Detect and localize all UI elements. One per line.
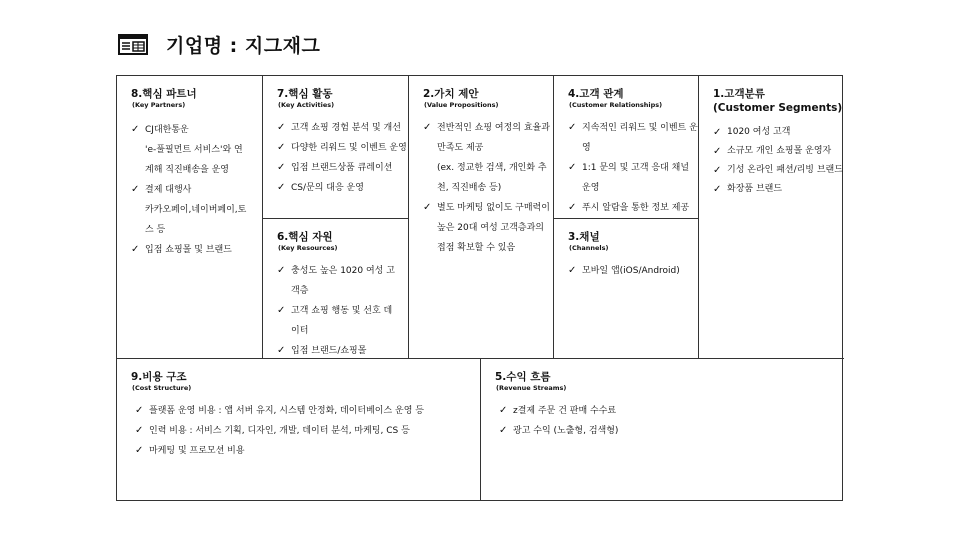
list-item-text: 입점 브랜드/쇼핑몰 <box>291 346 367 356</box>
list-item <box>277 158 408 178</box>
list-item-text: 푸시 알람을 통한 정보 제공 <box>582 203 690 213</box>
list-item-text: 다양한 리워드 및 이벤트 운영 <box>291 143 407 153</box>
list-item-text: 충성도 높은 1020 여성 고 <box>291 266 395 276</box>
list-item-text: 계해 직진배송을 운영 <box>145 165 229 175</box>
check-mark-icon: ✓ <box>131 124 140 135</box>
check-mark-icon: ✓ <box>499 425 508 436</box>
cell-title: 8.핵심 파트너 <box>131 88 197 100</box>
list-item-text: 소규모 개인 쇼핑몰 운영자 <box>727 146 832 156</box>
list-item-text: 별도 마케팅 없이도 구매력이 <box>437 203 550 213</box>
item-list <box>131 120 262 260</box>
cell-subtitle: (Key Activities) <box>278 101 335 109</box>
list-item <box>423 198 553 258</box>
list-item <box>131 240 262 260</box>
list-item-text: 기성 온라인 패션/리빙 브랜드 <box>727 165 843 175</box>
list-item-text: 만족도 제공 <box>437 143 484 153</box>
check-mark-icon: ✓ <box>713 184 722 195</box>
check-mark-icon: ✓ <box>713 127 722 138</box>
list-item-text: 접점 확보할 수 있음 <box>437 243 516 253</box>
check-mark-icon: ✓ <box>713 165 722 176</box>
cell-key-resources <box>262 218 408 358</box>
list-item-text: 카카오페이,네이버페이,토 <box>145 205 247 215</box>
cell-subtitle: (Customer Segments) <box>713 102 843 114</box>
check-mark-icon: ✓ <box>568 162 577 173</box>
cell-value-propositions <box>408 76 553 358</box>
list-item-text: 이터 <box>291 326 309 336</box>
list-item-text: 광고 수익 (노출형, 검색형) <box>513 426 619 436</box>
check-mark-icon: ✓ <box>277 265 286 276</box>
item-list <box>495 401 844 441</box>
cell-revenue-streams <box>480 358 844 501</box>
check-mark-icon: ✓ <box>423 202 432 213</box>
check-mark-icon: ✓ <box>499 405 508 416</box>
cell-channels <box>553 218 698 358</box>
canvas-board-icon <box>118 32 148 56</box>
list-item-text: 고객 쇼핑 행동 및 선호 데 <box>291 306 393 316</box>
list-item-text: CJ대한통운 <box>145 125 189 135</box>
list-item-text: 마케팅 및 프로모션 비용 <box>149 446 245 456</box>
cell-title: 4.고객 관계 <box>568 88 624 100</box>
list-item-text: 영 <box>582 143 591 153</box>
list-item <box>499 401 844 421</box>
cell-customer-relationships <box>553 76 698 218</box>
check-mark-icon: ✓ <box>131 244 140 255</box>
cell-subtitle: (Channels) <box>569 244 609 252</box>
cell-subtitle: (Value Propositions) <box>424 101 499 109</box>
item-list <box>713 123 844 199</box>
item-list <box>568 261 698 281</box>
list-item-text: 입점 브랜드상품 큐레이션 <box>291 163 393 173</box>
list-item-text: 1:1 문의 및 고객 응대 채널 <box>582 163 690 173</box>
list-item-text: 높은 20대 여성 고객층과의 <box>437 223 544 233</box>
item-list <box>568 118 698 218</box>
list-item <box>131 180 262 240</box>
cell-title: 7.핵심 활동 <box>277 88 333 100</box>
list-item <box>135 441 480 461</box>
list-item <box>713 161 844 180</box>
check-mark-icon: ✓ <box>277 162 286 173</box>
check-mark-icon: ✓ <box>713 146 722 157</box>
list-item-text: 객층 <box>291 286 309 296</box>
check-mark-icon: ✓ <box>135 445 144 456</box>
list-item-text: 입점 쇼핑몰 및 브랜드 <box>145 245 232 255</box>
list-item <box>135 401 480 421</box>
list-item-text: 인력 비용 : 서비스 기획, 디자인, 개발, 데이터 분석, 마케팅, CS 등 <box>149 426 410 436</box>
list-item-text: 지속적인 리워드 및 이벤트 운 <box>582 123 698 133</box>
canvas-grid <box>116 75 843 501</box>
list-item <box>277 118 408 138</box>
list-item-text: 운영 <box>582 183 600 193</box>
list-item <box>713 142 844 161</box>
cell-title: 9.비용 구조 <box>131 371 187 383</box>
cell-cost-structure <box>117 358 480 501</box>
list-item <box>277 261 408 301</box>
check-mark-icon: ✓ <box>135 425 144 436</box>
check-mark-icon: ✓ <box>423 122 432 133</box>
list-item-text: 천, 직진배송 등) <box>437 183 502 193</box>
cell-title: 6.핵심 자원 <box>277 231 333 243</box>
check-mark-icon: ✓ <box>135 405 144 416</box>
list-item-text: 화장품 브랜드 <box>727 184 783 194</box>
cell-title: 3.채널 <box>568 231 600 243</box>
cell-title: 5.수익 흐름 <box>495 371 551 383</box>
check-mark-icon: ✓ <box>568 265 577 276</box>
list-item-text: 스 등 <box>145 225 166 235</box>
check-mark-icon: ✓ <box>277 182 286 193</box>
list-item-text: 'e-풀필먼트 서비스'와 연 <box>145 145 243 155</box>
cell-subtitle: (Cost Structure) <box>132 384 192 392</box>
list-item-text: 고객 쇼핑 경험 분석 및 개선 <box>291 123 401 133</box>
list-item <box>568 118 698 158</box>
cell-subtitle: (Customer Relationships) <box>569 101 663 109</box>
list-item <box>423 118 553 198</box>
cell-customer-segments <box>698 76 844 358</box>
check-mark-icon: ✓ <box>277 122 286 133</box>
item-list <box>277 261 408 358</box>
check-mark-icon: ✓ <box>568 122 577 133</box>
list-item <box>568 158 698 198</box>
check-mark-icon: ✓ <box>277 345 286 356</box>
list-item-text: 플랫폼 운영 비용 : 앱 서버 유지, 시스템 안정화, 데이터베이스 운영 등 <box>149 406 424 416</box>
slide-header <box>118 30 320 58</box>
cell-key-activities <box>262 76 408 218</box>
cell-subtitle: (Key Partners) <box>132 101 186 109</box>
list-item <box>499 421 844 441</box>
cell-title: 1.고객분류 <box>713 88 765 100</box>
cell-title: 2.가치 제안 <box>423 88 479 100</box>
check-mark-icon: ✓ <box>131 184 140 195</box>
item-list <box>423 118 553 258</box>
list-item <box>277 178 408 198</box>
check-mark-icon: ✓ <box>277 142 286 153</box>
list-item-text: (ex. 정교한 검색, 개인화 추 <box>437 163 547 173</box>
list-item-text: 전반적인 쇼핑 여정의 효율과 <box>437 123 550 133</box>
list-item-text: 1020 여성 고객 <box>727 127 791 137</box>
item-list <box>131 401 480 461</box>
list-item-text: 결제 대행사 <box>145 185 192 195</box>
list-item <box>277 138 408 158</box>
check-mark-icon: ✓ <box>568 202 577 213</box>
list-item <box>131 120 262 180</box>
cell-subtitle: (Key Resources) <box>278 244 338 252</box>
list-item <box>135 421 480 441</box>
cell-subtitle: (Revenue Streams) <box>496 384 567 392</box>
list-item-text: z결제 주문 건 판매 수수료 <box>513 406 617 416</box>
list-item-text: CS/문의 대응 운영 <box>291 183 364 193</box>
list-item <box>568 198 698 218</box>
list-item <box>713 123 844 142</box>
item-list <box>277 118 408 198</box>
list-item <box>568 261 698 281</box>
list-item-text: 모바일 앱(iOS/Android) <box>582 266 680 276</box>
check-mark-icon: ✓ <box>277 305 286 316</box>
list-item <box>277 301 408 341</box>
cell-key-partners <box>117 76 262 358</box>
list-item <box>277 341 408 358</box>
list-item <box>713 180 844 199</box>
page-title: 기업명 : 지그재그 <box>166 34 321 57</box>
